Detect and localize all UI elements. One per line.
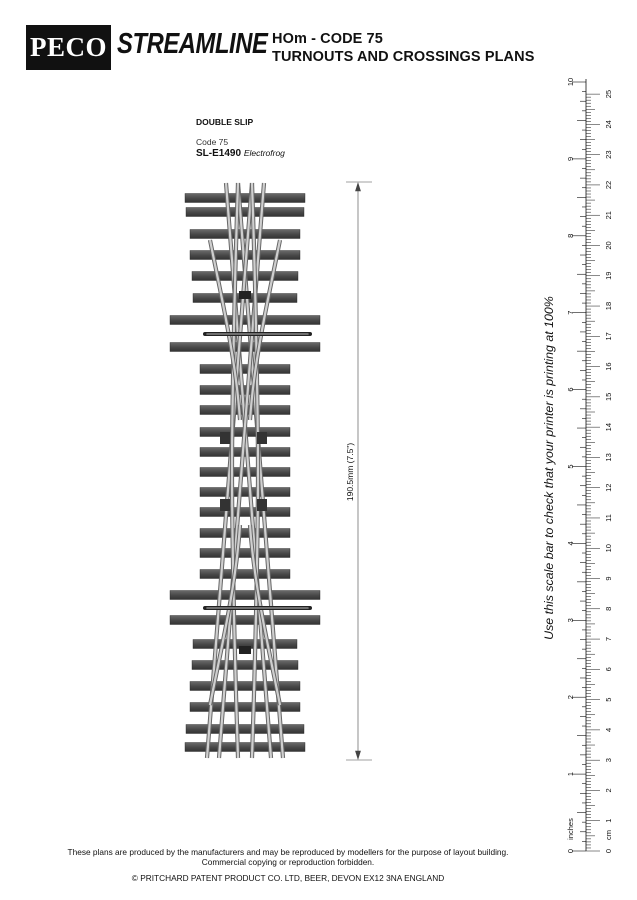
cm-label: 11 — [603, 514, 613, 522]
dimension-label: 190.5mm (7.5") — [345, 442, 355, 502]
cm-label: 1 — [603, 818, 613, 823]
sleeper — [170, 316, 320, 325]
frog-wire — [245, 646, 251, 654]
cm-label: 13 — [603, 453, 613, 462]
sleeper — [170, 343, 320, 352]
item-name: DOUBLE SLIP — [196, 117, 254, 127]
footer-copyright: © PRITCHARD PATENT PRODUCT CO. LTD, BEER, DEVON EX12 3NA ENGLAND — [131, 873, 445, 883]
cm-label: 25 — [603, 89, 613, 99]
frog-wire — [239, 291, 245, 299]
cm-label: 17 — [603, 332, 613, 341]
header-title: HOm - CODE 75 — [272, 31, 383, 47]
sleeper — [200, 508, 290, 517]
inch-label: 6 — [565, 387, 575, 392]
cm-label: 0 — [603, 848, 613, 854]
cm-label: 15 — [603, 392, 613, 402]
footer-line-2: Commercial copying or reproduction forbidden. — [201, 857, 375, 867]
sleeper — [200, 529, 290, 538]
inch-label: 10 — [565, 77, 575, 87]
sleeper — [190, 230, 300, 239]
inch-label: 2 — [565, 695, 575, 700]
header-subtitle: TURNOUTS AND CROSSINGS PLANS — [272, 49, 535, 65]
cm-label: 6 — [603, 667, 613, 672]
cm-label: 21 — [603, 211, 613, 220]
item-code: Code 75 — [196, 137, 229, 147]
sleeper — [190, 682, 300, 691]
check-rail-block — [257, 499, 267, 511]
inch-label: 4 — [565, 541, 575, 546]
check-rail-block — [257, 432, 267, 444]
cm-label: 3 — [603, 758, 613, 763]
cm-label: 4 — [603, 727, 613, 732]
cm-label: 20 — [603, 241, 613, 250]
sleeper — [200, 468, 290, 477]
sleeper — [192, 661, 298, 670]
cm-label: 7 — [603, 636, 613, 642]
inch-label: 1 — [565, 772, 575, 777]
sleeper — [200, 386, 290, 395]
cm-label: 5 — [603, 697, 613, 702]
sleeper — [186, 725, 304, 734]
cm-label: 8 — [603, 606, 613, 611]
cm-unit-label: cm — [603, 830, 613, 840]
cm-label: 18 — [603, 301, 613, 311]
sleeper — [170, 591, 320, 600]
inch-label: 7 — [565, 310, 575, 315]
cm-label: 16 — [603, 362, 613, 371]
sleeper — [186, 208, 304, 217]
cm-label: 10 — [603, 544, 613, 553]
sleeper — [190, 703, 300, 712]
cm-label: 9 — [603, 576, 613, 581]
cm-label: 22 — [603, 180, 613, 190]
cm-label: 2 — [603, 788, 613, 793]
inch-label: 8 — [565, 233, 575, 238]
scale-bar — [566, 78, 613, 853]
streamline-logo: STREAMLINE — [117, 28, 268, 60]
inch-unit-label: inches — [565, 818, 575, 840]
frog-type: Electrofrog — [243, 148, 285, 158]
cm-label: 24 — [603, 120, 613, 129]
sleeper — [170, 616, 320, 625]
part-number: SL-E1490 — [196, 148, 242, 159]
inch-label: 0 — [565, 848, 575, 854]
sleeper — [185, 743, 305, 752]
peco-logo: PECO — [26, 25, 111, 70]
inch-label: 9 — [565, 156, 575, 161]
inch-label: 5 — [565, 464, 575, 469]
frog-wire — [239, 646, 245, 654]
cm-label: 14 — [603, 422, 613, 432]
cm-label: 12 — [603, 483, 613, 492]
cm-label: 23 — [603, 150, 613, 159]
cm-label: 19 — [603, 271, 613, 280]
sleeper — [185, 194, 305, 203]
sleeper — [200, 365, 290, 374]
frog-wire — [245, 291, 251, 299]
sleeper — [200, 570, 290, 579]
check-rail-block — [220, 499, 230, 511]
check-rail-block — [220, 432, 230, 444]
sleeper — [200, 488, 290, 497]
sleeper — [200, 549, 290, 558]
footer-line-1: These plans are produced by the manufacturers and may be reproduced by modellers for the purpose of layout building. — [67, 847, 509, 857]
inch-label: 3 — [565, 618, 575, 623]
